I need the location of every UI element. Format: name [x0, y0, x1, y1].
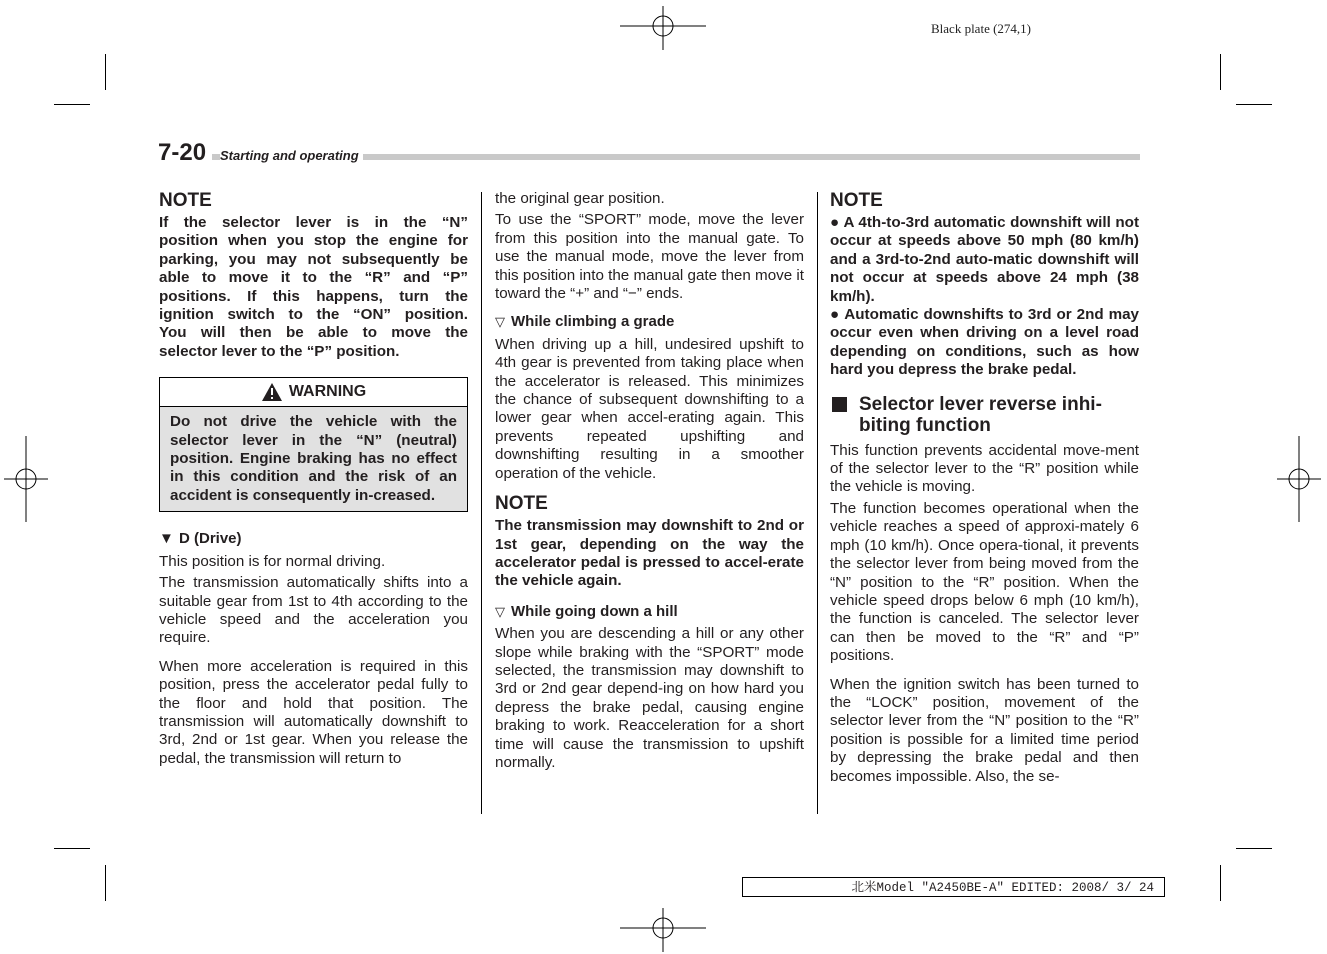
registration-mark-top [620, 6, 706, 50]
note-line: position when you stop the engine for [159, 232, 468, 250]
filled-triangle-icon: ▼ [159, 530, 174, 548]
registration-mark-bottom [620, 908, 706, 952]
paragraph: The function becomes operational when the vehicle reaches a speed of approxi-mately 6 mph (10 km/h). Once opera-tional, it prevents the selector lever from being moved from the “N” position to the “R” position. When the vehicle speed drops below 6 mph (10 km/h), the function is canceled. The selector lever can then be moved to the “R” and “P” positions. [830, 499, 1139, 665]
d-drive-heading [159, 530, 468, 548]
edit-info-footer: 北米Model "A2450BE-A" EDITED: 2008/ 3/ 24 [742, 877, 1165, 897]
note-line: positions. If this happens, turn the [159, 287, 468, 305]
crop-mark [1236, 104, 1272, 105]
note-heading: NOTE [495, 493, 548, 515]
column-divider [817, 192, 818, 814]
crop-mark [105, 54, 106, 90]
paragraph: When more acceleration is required in this position, press the accelerator pedal fully to the floor and hold that position. The transmission will automatically downshift to 3rd, 2nd or 1st gear. When you release the pedal, the transmission will return to [159, 657, 468, 767]
note-line: parking, you may not subsequently be [159, 250, 468, 268]
downhill-heading-text: While going down a hill [511, 602, 678, 620]
d-drive-heading-text: D (Drive) [179, 530, 242, 548]
registration-mark-right [1277, 436, 1321, 522]
paragraph: When you are descending a hill or any other slope while braking with the “SPORT” mode selected, the transmission may downshift to 3rd or 2nd gear depend-ing on how hard you depress the brake pedal, causing engine braking to work. Reacceleration for a short time will cause the transmission to upshift normally. [495, 625, 804, 771]
warning-header [160, 378, 467, 407]
paragraph: the original gear position. [495, 190, 665, 207]
note-line: You will then be able to move the [159, 324, 468, 342]
climbing-heading-text: While climbing a grade [511, 313, 675, 331]
column-1 [159, 190, 468, 771]
plate-info: Black plate (274,1) [931, 21, 1031, 36]
crop-mark [1220, 54, 1221, 90]
paragraph: This function prevents accidental move-ment of the selector lever to the “R” position while the vehicle is moving. [830, 441, 1139, 496]
paragraph: To use the “SPORT” mode, move the lever from this position into the manual gate. To use the manual mode, move the lever from this position into the manual gate then move it toward the “+” and “−” ends. [495, 211, 805, 303]
page-number: 7-20 [158, 139, 212, 167]
warning-triangle-icon [261, 382, 283, 402]
crop-mark [54, 848, 90, 849]
column-divider [481, 192, 482, 814]
column-3 [830, 190, 1139, 789]
square-bullet-icon [832, 397, 847, 412]
note-text [159, 214, 468, 361]
paragraph: This position is for normal driving. [159, 552, 386, 570]
note-text: The transmission may downshift to 2nd or 1st gear, depending on the way the accelerator pedal is pressed to accel-erate the vehicle again. [495, 517, 804, 590]
warning-box [159, 377, 468, 512]
paragraph: When driving up a hill, undesired upshift to 4th gear is prevented from taking place when the accelerator is released. This minimizes the chance of subsequent downshifting to a lower gear when accel-erating again. This prevents repeated upshifting and downshifting resulting in a smoother operation of the vehicle. [495, 335, 804, 482]
note-line: ignition switch to the “ON” position. [159, 306, 468, 324]
paragraph: The transmission automatically shifts into a suitable gear from 1st to 4th according to the vehicle speed and the acceleration you require. [159, 574, 468, 647]
note-line: able to move it to the “R” and “P” [159, 269, 468, 287]
crop-mark [54, 104, 90, 105]
note-heading: NOTE [159, 190, 212, 211]
registration-mark-left [4, 436, 48, 522]
crop-mark [1236, 848, 1272, 849]
outline-triangle-icon: ▽ [495, 314, 505, 330]
section-heading [830, 394, 1139, 436]
note-heading: NOTE [830, 190, 883, 211]
downhill-heading [495, 603, 804, 621]
note-line: selector lever to the “P” position. [159, 342, 400, 360]
warning-title: WARNING [288, 383, 367, 401]
column-2 [495, 190, 804, 775]
crop-mark [105, 865, 106, 901]
note-item: ● Automatic downshifts to 3rd or 2nd may occur even when driving on a level road depending on conditions, such as how hard you depress the brake pedal. [830, 306, 1139, 379]
note-line: If the selector lever is in the “N” [159, 214, 468, 231]
paragraph: When the ignition switch has been turned to the “LOCK” position, movement of the selector lever from the “N” position to the “R” position is possible for a limited time period by depressing the brake pedal and then becomes impossible. Also, the se- [830, 675, 1139, 785]
section-heading-text: Selector lever reverse inhi-biting function [859, 393, 1102, 436]
crop-mark [1220, 865, 1221, 901]
outline-triangle-icon: ▽ [495, 603, 505, 619]
warning-text: Do not drive the vehicle with the selector lever in the “N” (neutral) position. Engine braking has no effect in this condition and the risk of an accident is consequently in-creased. [160, 407, 467, 511]
climbing-heading [495, 313, 804, 331]
note-item: ● A 4th-to-3rd automatic downshift will not occur at speeds above 50 mph (80 km/h) and a 3rd-to-2nd auto-matic downshift will not occur at speeds above 24 mph (38 km/h). [830, 214, 1139, 305]
section-title: Starting and operating [220, 148, 363, 164]
